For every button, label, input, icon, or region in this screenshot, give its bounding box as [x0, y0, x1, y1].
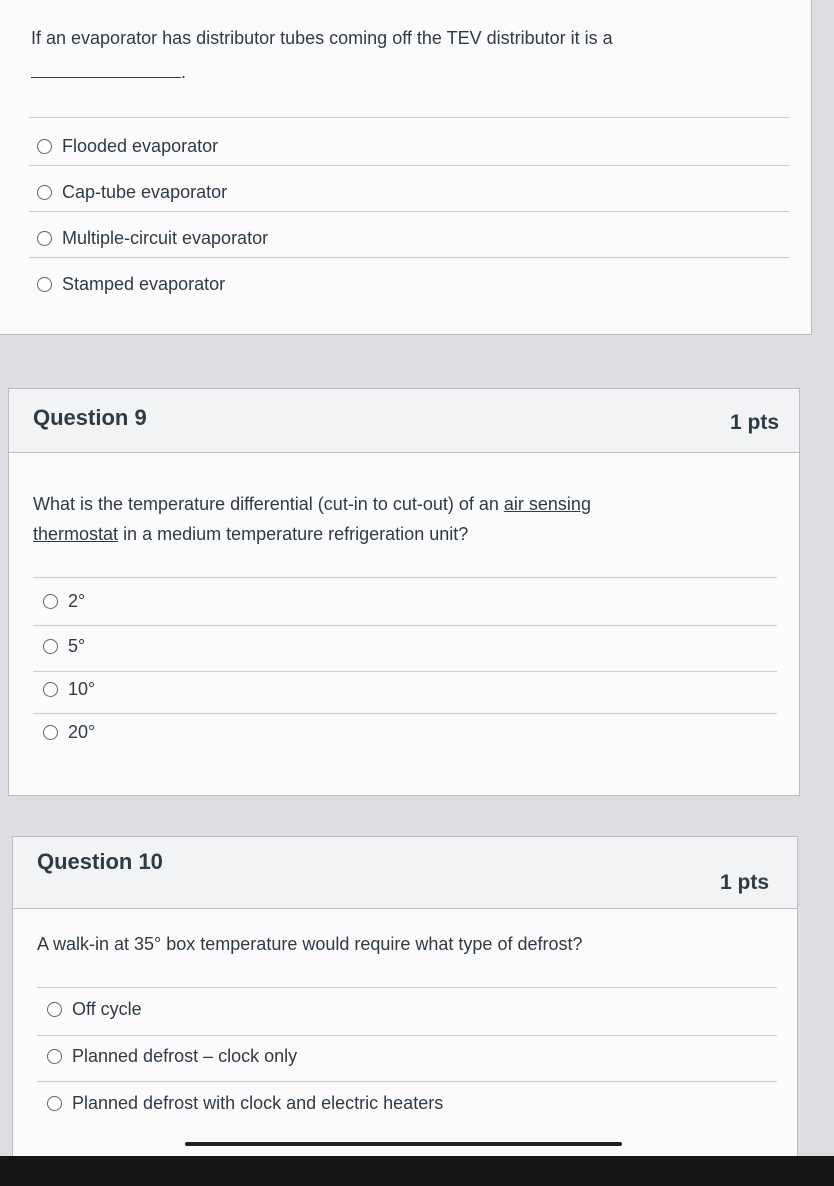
radio-button[interactable]: [47, 1049, 62, 1064]
answer-option-cap-tube[interactable]: Cap-tube evaporator: [37, 178, 227, 206]
radio-button[interactable]: [47, 1002, 62, 1017]
radio-button[interactable]: [43, 682, 58, 697]
question-title: Question 10: [37, 849, 163, 874]
question-10-prompt: A walk-in at 35° box temperature would require what type of defrost?: [37, 934, 583, 954]
device-bottom-bezel: [0, 1156, 834, 1186]
radio-button[interactable]: [37, 231, 52, 246]
divider: [33, 713, 777, 714]
divider: [33, 625, 777, 626]
question-9-header: [9, 389, 799, 453]
question-points: 1 pts: [729, 411, 779, 434]
answer-option-planned-clock-only[interactable]: Planned defrost – clock only: [47, 1042, 297, 1070]
answer-option-off-cycle[interactable]: Off cycle: [47, 995, 142, 1023]
divider: [37, 1081, 777, 1082]
answer-option-flooded[interactable]: Flooded evaporator: [37, 132, 218, 160]
glossary-link[interactable]: thermostat: [33, 524, 119, 544]
question-9-card: [8, 388, 800, 796]
radio-button[interactable]: [37, 185, 52, 200]
question-10-header: [13, 837, 797, 909]
answer-blank: [31, 59, 181, 78]
divider: [29, 117, 789, 118]
divider: [33, 577, 777, 578]
divider: [33, 671, 777, 672]
home-indicator: [185, 1142, 622, 1146]
divider: [29, 257, 789, 258]
question-points: 1 pts: [719, 871, 769, 894]
question-9-prompt: What is the temperature differential (cut-in to cut-out) of an air sensing thermostat in a medium temperature refrigeration unit?: [33, 494, 591, 544]
radio-button[interactable]: [47, 1096, 62, 1111]
answer-option-20-degrees[interactable]: 20°: [43, 718, 95, 746]
answer-option-stamped[interactable]: Stamped evaporator: [37, 270, 225, 298]
question-8-prompt: If an evaporator has distributor tubes coming off the TEV distributor it is a: [31, 28, 613, 48]
radio-button[interactable]: [43, 594, 58, 609]
question-8-blank: .: [31, 57, 186, 87]
answer-option-2-degrees[interactable]: 2°: [43, 587, 85, 615]
radio-button[interactable]: [37, 277, 52, 292]
question-8-card: [0, 0, 812, 335]
answer-option-planned-clock-heaters[interactable]: Planned defrost with clock and electric heaters: [47, 1089, 443, 1117]
answer-option-10-degrees[interactable]: 10°: [43, 675, 95, 703]
divider: [37, 987, 777, 988]
divider: [29, 165, 789, 166]
glossary-link[interactable]: air sensing: [503, 494, 591, 514]
divider: [37, 1035, 777, 1036]
question-10-card: [12, 836, 798, 1166]
radio-button[interactable]: [43, 639, 58, 654]
radio-button[interactable]: [43, 725, 58, 740]
answer-option-5-degrees[interactable]: 5°: [43, 632, 85, 660]
answer-option-multiple-circuit[interactable]: Multiple-circuit evaporator: [37, 224, 268, 252]
radio-button[interactable]: [37, 139, 52, 154]
question-title: Question 9: [33, 405, 147, 430]
divider: [29, 211, 789, 212]
